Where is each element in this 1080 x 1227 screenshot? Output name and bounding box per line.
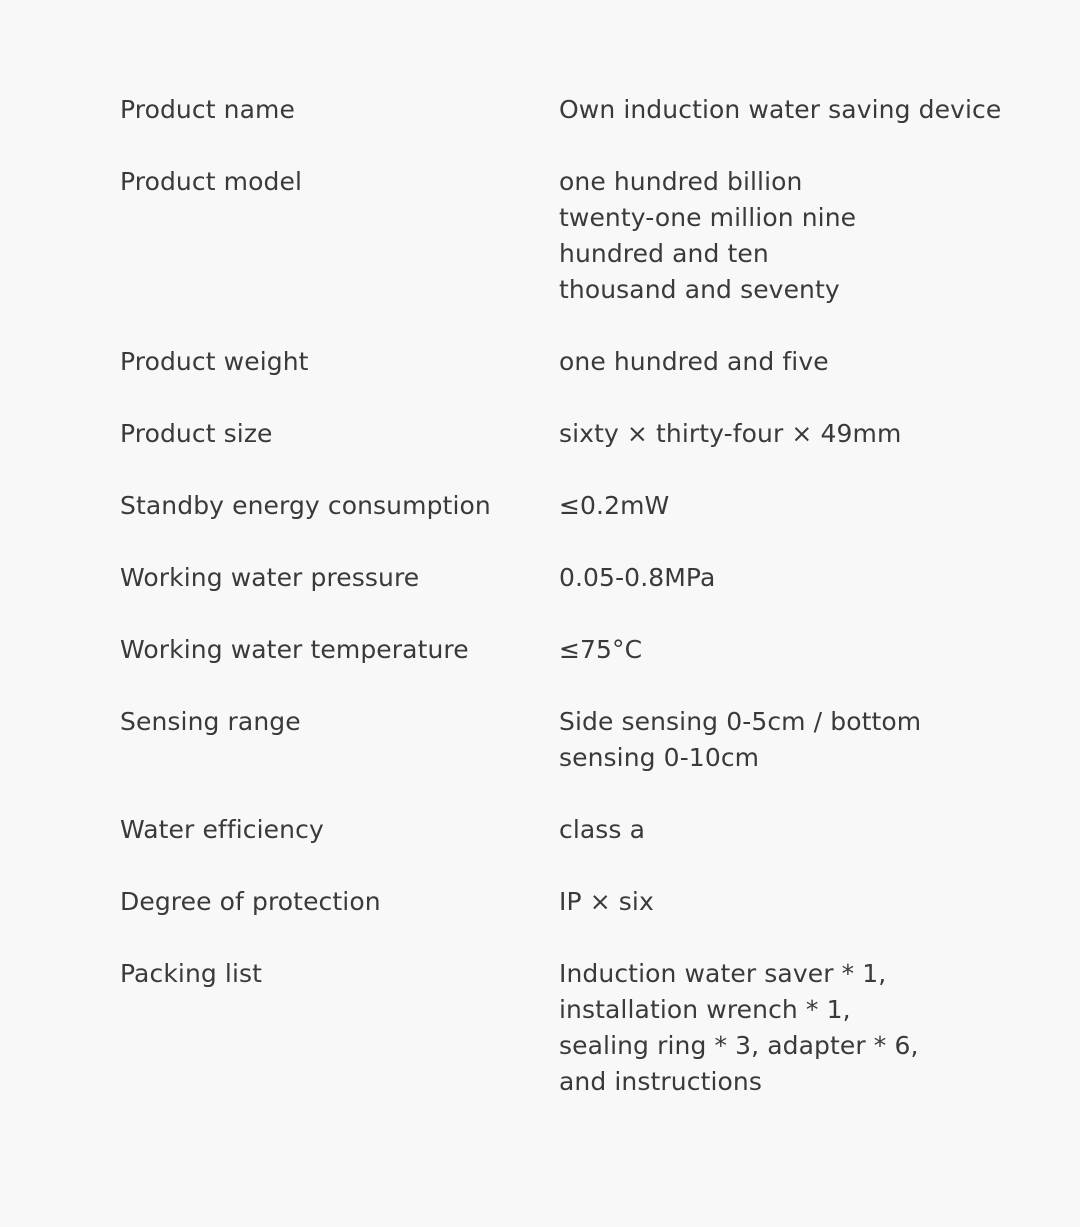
spec-value-line: sixty × thirty-four × 49mm	[559, 419, 902, 448]
spec-label: Product name	[120, 95, 295, 124]
spec-row-water-efficiency	[120, 812, 1020, 848]
spec-label: Standby energy consumption	[120, 491, 491, 520]
spec-label: Water efficiency	[120, 815, 324, 844]
spec-label: Degree of protection	[120, 887, 381, 916]
spec-row-product-name	[120, 92, 1020, 128]
spec-value-line: one hundred and five	[559, 347, 829, 376]
spec-label: Working water temperature	[120, 635, 469, 664]
spec-table	[120, 92, 1020, 1136]
spec-label: Sensing range	[120, 707, 301, 736]
spec-value-line: sensing 0-10cm	[559, 743, 760, 772]
spec-row-product-model	[120, 164, 1020, 308]
spec-row-water-temperature	[120, 632, 1020, 668]
spec-row-product-size	[120, 416, 1020, 452]
spec-value-line: twenty-one million nine	[559, 203, 857, 232]
spec-value-line: 0.05-0.8MPa	[559, 563, 716, 592]
spec-value	[559, 164, 1020, 308]
spec-label: Product weight	[120, 347, 309, 376]
spec-value	[559, 632, 1020, 668]
spec-value-line: ≤0.2mW	[559, 491, 670, 520]
spec-value-line: Induction water saver * 1,	[559, 959, 887, 988]
spec-value-line: installation wrench * 1,	[559, 995, 851, 1024]
spec-label: Packing list	[120, 959, 263, 988]
spec-value-line: ≤75°C	[559, 635, 643, 664]
spec-value	[559, 704, 1020, 776]
spec-row-standby-energy	[120, 488, 1020, 524]
spec-value-line: IP × six	[559, 887, 654, 916]
spec-value-line: Side sensing 0-5cm / bottom	[559, 707, 922, 736]
spec-value-line: Own induction water saving device	[559, 95, 1002, 124]
spec-row-packing-list	[120, 956, 1020, 1100]
spec-value	[559, 812, 1020, 848]
spec-value	[559, 884, 1020, 920]
spec-row-water-pressure	[120, 560, 1020, 596]
spec-label: Working water pressure	[120, 563, 420, 592]
spec-value	[559, 344, 1020, 380]
spec-value-line: class a	[559, 815, 646, 844]
spec-row-degree-of-protection	[120, 884, 1020, 920]
spec-value	[559, 92, 1020, 128]
spec-value	[559, 956, 1020, 1100]
spec-value-line: sealing ring * 3, adapter * 6,	[559, 1031, 919, 1060]
spec-value	[559, 416, 1020, 452]
spec-row-product-weight	[120, 344, 1020, 380]
spec-row-sensing-range	[120, 704, 1020, 776]
spec-value	[559, 560, 1020, 596]
spec-label: Product model	[120, 167, 303, 196]
spec-value-line: one hundred billion	[559, 167, 803, 196]
spec-value	[559, 488, 1020, 524]
spec-value-line: thousand and seventy	[559, 275, 840, 304]
spec-label: Product size	[120, 419, 273, 448]
spec-value-line: hundred and ten	[559, 239, 769, 268]
spec-value-line: and instructions	[559, 1067, 762, 1096]
